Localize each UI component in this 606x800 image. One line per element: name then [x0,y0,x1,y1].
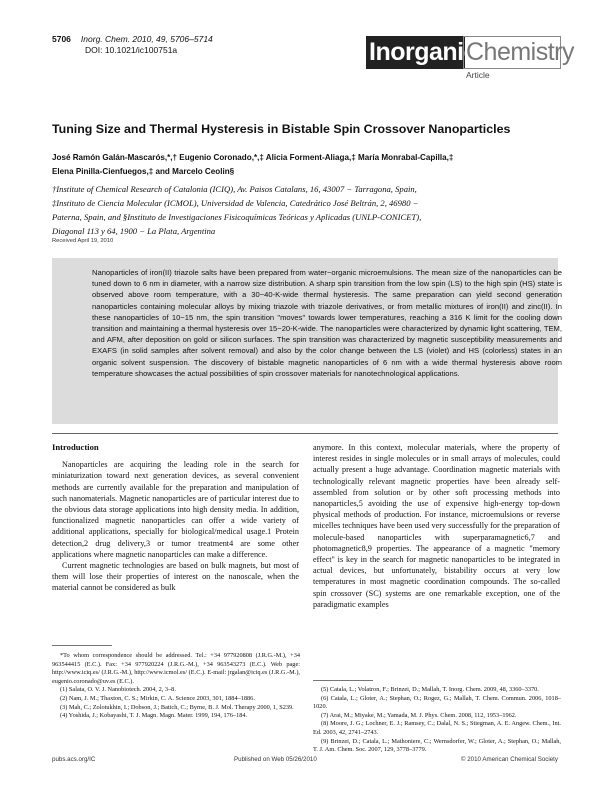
affiliations [52,182,562,238]
affiliation-line: †Institute of Chemical Research of Catalonia (ICIQ), Av. Paisos Catalans, 16, 43007 − Tarragona, Spain, [52,184,417,194]
reference-item: (5) Catala, L.; Volatron, F.; Brinzei, D.; Mallah, T. Inorg. Chem. 2009, 48, 3360–3370. [321,686,539,693]
footnote-divider [313,680,373,681]
section-heading: Introduction [52,442,99,452]
reference-item: (2) Nam, J. M.; Thaxton, C. S.; Mirkin, C. A. Science 2003, 301, 1884–1886. [60,694,255,702]
footer-copyright: © 2010 American Chemical Society [460,756,558,763]
footnote-divider [52,645,112,646]
left-column [52,442,299,594]
received-date: Received April 19, 2010 [52,238,114,244]
reference-item: (3) Mah, C.; Zolotukhin, I.; Dobson, J.; Batich, C.; Byrne, B. J. Mol. Therapy 2000, 1, S239. [60,703,294,711]
abstract-text: Nanoparticles of iron(II) triazole salts have been prepared from water−organic microemulsions. The mean size of the nanoparticles can be tuned down to 6 nm in diameter, with a narrow size distribution. A sharp spin transition from the low spin (LS) to the high spin (HS) state is observed above room temperature, with a 30−40-K-wide thermal hysteresis. The same preparation can yield second generation nanoparticles containing molecular alloys by mixing triazole with triazole derivatives, or from metallic mixtures of iron(II) and zinc(II). In these nanoparticles of 10−15 nm, the spin transition "moves" towards lower temperatures, reaching a 316 K limit for the cooling down transition and maintaining a thermal hysteresis over 15−20-K-wide. The nanoparticles were characterized by dynamic light scattering, TEM, and AFM, after deposition on gold or silicon surfaces. The spin transition was characterized by magnetic susceptibility measurements and EXAFS (in solid samples after solvent removal) and also by the color change between the LS (violet) and HS (colorless) states in an organic solvent suspension. The discovery of bistable magnetic nanoparticles of 6 nm with a wide thermal hysteresis above room temperature showcases the actual possibilities of spin crossover materials for nanotechnological applications. [92,268,562,378]
author-line: Elena Pinilla-Cienfuegos,‡ and Marcelo Ceolin§ [52,167,235,176]
author-line: José Ramón Galán-Mascarós,*,† Eugenio Coronado,*,‡ Alicia Forment-Aliaga,‡ María Monrabal-Capilla,‡ [52,153,454,162]
journal-reference: Inorg. Chem. 2010, 49, 5706–5714 [80,34,213,44]
footnotes-left [52,652,300,721]
journal-logo [366,34,575,82]
logo-word-inorganic: Inorganic [366,36,465,69]
reference-item: (7) Arai, M.; Miyake, M.; Yamada, M. J. Phys. Chem. 2008, 112, 1953–1962. [321,711,517,719]
author-list [52,151,557,179]
reference-item: (1) Salata, O. V. J. Nanobiotech. 2004, 2, 3–8. [60,686,176,694]
correspondence-note: *To whom correspondence should be addressed. Tel.: +34 977920808 (J.R.G.-M.), +34 963544415 (E.C.). Fax: +34 977920224 (J.R.G.-M.), +34 963543273 (E.C.). Web page: http://www.iciq.es/ (J.R.G.-M.), http://www.icmol.es/ (E.C.). E-mail: jrgalan@iciq.es (J.R.G.-M.), eugenio.coronado@uv.es (E.C.). [52,652,300,685]
article-type-label: Article [466,70,490,80]
page-footer [52,756,558,768]
reference-item: (6) Catala, L.; Gloter, A.; Stephan, O.; Rogez, G.; Mallah, T. Chem. Commun. 2006, 1018–1020. [313,694,561,711]
body-paragraph: anymore. In this context, molecular materials, where the property of interest resides in single molecules or in small arrays of molecules, could actually present a huge advantage. Coordination magnetic materials with technologically relevant magnetic properties have been already self-assembled from solution or by other soft processing methods into nanoparticles,5 avoiding the use of expensive high-energy top-down physical methods of production. For instance, microemulsions or reverse micelles techniques have been used very successfully for the preparation of molecule-based nanoparticles with superparamagnetic6,7 and photomagnetic8,9 properties. The appearance of a magnetic "memory effect" is key in the search for magnetic nanoparticles to be integrated in actual devices, but unfortunately, bistability occurs at very low temperatures in most magnetic coordination compounds. The so-called spin crossover (SC) systems are one remarkable exception, one of the paradigmatic examples [313,443,560,609]
body-paragraph: Nanoparticles are acquiring the leading role in the search for miniaturization toward next generation devices, as several convenient methods are currently available for the preparation and manipulation of such nanomaterials. Magnetic nanoparticles are of particular interest due to the obvious data storage applications into high density media. In addition, functionalized magnetic nanoparticles can offer a wide variety of additional applications, specially for biological/medical usage.1 Protein detection,2 drug delivery,3 or tumor treatment4 are some other applications where magnetic nanoparticles can make a difference. [52,460,299,559]
reference-item: (4) Yoshida, J.; Kobayashi, T. J. Magn. Magn. Mater. 1999, 194, 176–184. [60,712,248,720]
footnotes-right [313,686,561,755]
footer-published: Published on Web 05/26/2010 [234,756,317,763]
divider [52,433,558,434]
running-header [52,34,213,56]
affiliation-line: Diagonal 113 y 64, 1900 − La Plata, Argentina [52,226,216,236]
reference-item: (9) Brinzei, D.; Catala, L.; Mathoniere, C.; Wernsdorfer, W.; Gloter, A.; Stephan, O.; Mallah, T. J. Am. Chem. Soc. 2007, 129, 3778–3779. [313,737,561,754]
body-paragraph: Current magnetic technologies are based on bulk magnets, but most of them will lose their properties of interest on the nanoscale, when the material cannot be considered as bulk [52,561,299,593]
footer-url[interactable]: pubs.acs.org/IC [52,756,96,763]
page-number: 5706 [52,34,71,44]
paper-title: Tuning Size and Thermal Hysteresis in Bistable Spin Crossover Nanoparticles [52,122,511,136]
reference-item: (8) Moore, J. G.; Lochner, E. J.; Ramsey, C.; Dalal, N. S.; Stiegman, A. E. Angew. Chem., Int. Ed. 2003, 42, 2741–2743. [313,720,561,736]
doi[interactable]: DOI: 10.1021/ic100751a [85,45,178,55]
right-column [313,442,560,610]
logo-word-chemistry: Chemistry [463,36,561,69]
affiliation-line: ‡Instituto de Ciencia Molecular (ICMOL), Universidad de Valencia, Catedrático José Beltrán, 2, 46980 − [52,198,419,208]
affiliation-line: Paterna, Spain, and §Instituto de Investigaciones Fisicoquímicas Teóricas y Aplicadas (UNLP-CONICET), [52,212,422,222]
